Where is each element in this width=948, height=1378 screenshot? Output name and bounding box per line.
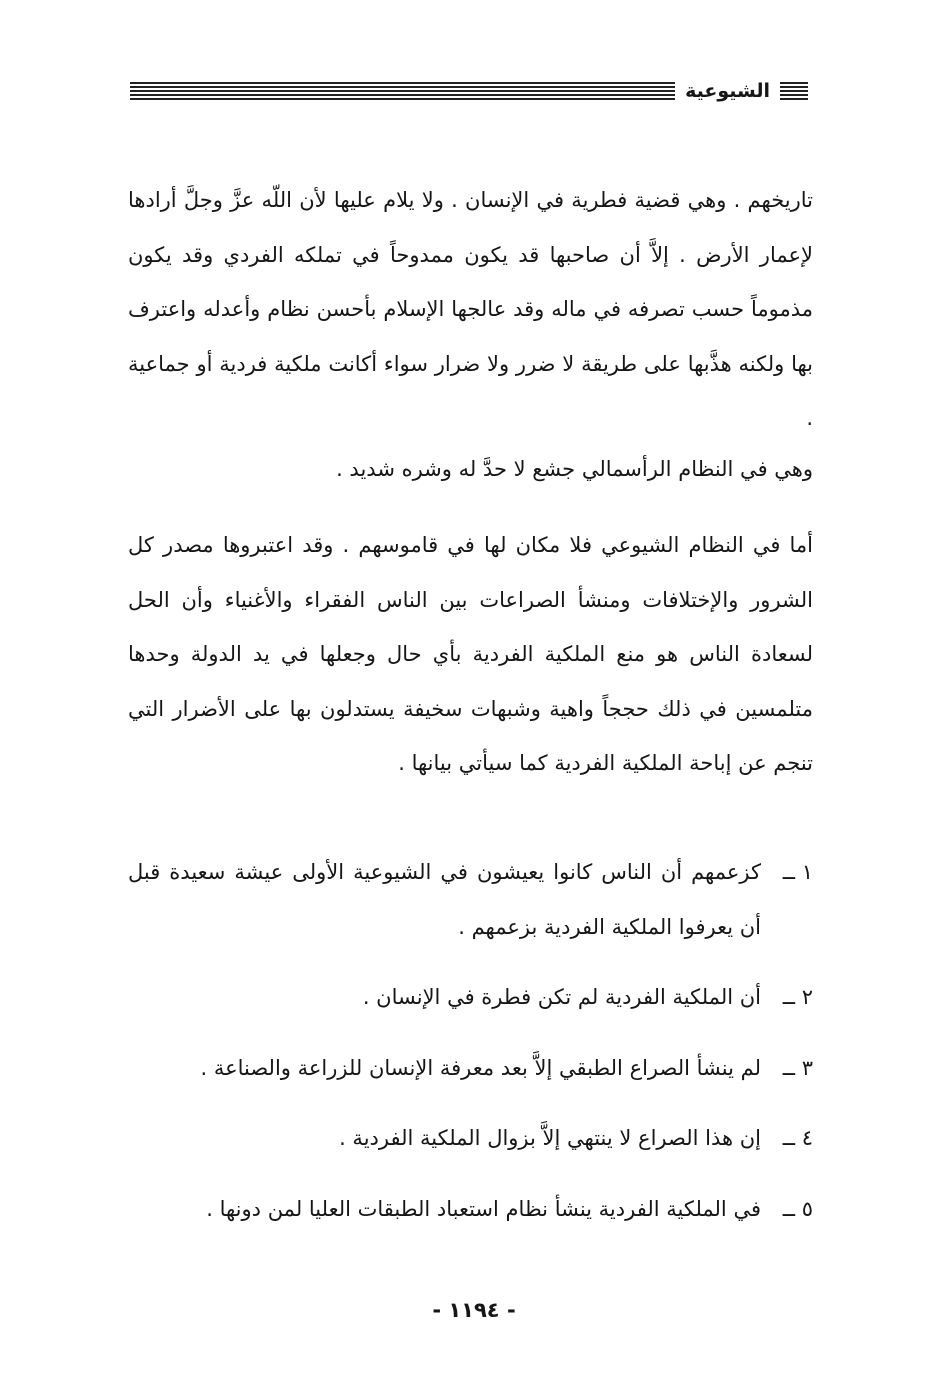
header-rule-left [130,82,675,100]
list-item [128,970,813,1025]
list-item [128,1182,813,1237]
page-number: - ١١٩٤ - [432,1298,516,1322]
list-item [128,845,813,954]
claims-list [128,845,813,1236]
list-item [128,1041,813,1096]
list-item-text: لم ينشأ الصراع الطبقي إلاَّ بعد معرفة الإنسان للزراعة والصناعة . [200,1055,761,1080]
list-item-text: كزعمهم أن الناس كانوا يعيشون في الشيوعية الأولى عيشة سعيدة قبل أن يعرفوا الملكية الفردية بزعمهم . [128,860,761,939]
running-title: الشيوعية [685,80,770,102]
paragraph-3: أما في النظام الشيوعي فلا مكان لها في قاموسهم . وقد اعتبروها مصدر كل الشرور والإختلافات ومنشأ الصراعات بين الناس الفقراء والأغنياء وأن الحل لسعادة الناس هو منع الملكية الفردية بأي حال وجعلها في يد الدولة وحدها متلمسين في ذلك حججاً واهية وشبهات سخيفة يستدلون بها على الأضرار التي تنجم عن إباحة الملكية الفردية كما سيأتي بيانها . [128,533,813,775]
paragraph-1: تاريخهم . وهي قضية فطرية في الإنسان . ولا يلام عليها لأن اللّه عزَّ وجلَّ أرادها لإعمار الأرض . إلاَّ أن صاحبها قد يكون ممدوحاً في تملكه الفردي وقد يكون مذموماً حسب تصرفه في ماله وقد عالجها الإسلام بأحسن نظام وأعدله واعترف بها ولكنه هذَّبها على طريقة لا ضرر ولا ضرار سواء أكانت ملكية فردية أو جماعية . [128,188,813,430]
list-item-text: في الملكية الفردية ينشأ نظام استعباد الطبقات العليا لمن دونها . [206,1196,761,1221]
list-item-number: ٣ ــ [782,1055,813,1080]
page-header [130,78,808,104]
list-item-number: ٢ ــ [782,985,813,1009]
header-rule-right [780,82,808,100]
list-item-text: إن هذا الصراع لا ينتهي إلاَّ بزوال الملكية الفردية . [339,1126,761,1150]
list-item-text: أن الملكية الفردية لم تكن فطرة في الإنسان . [362,985,761,1009]
list-item-number: ٤ ــ [782,1126,813,1150]
list-item-number: ١ ــ [782,860,813,884]
paragraph-2: وهي في النظام الرأسمالي جشع لا حدَّ له وشره شديد . [336,457,813,481]
list-item-number: ٥ ــ [782,1196,813,1221]
list-item [128,1111,813,1166]
